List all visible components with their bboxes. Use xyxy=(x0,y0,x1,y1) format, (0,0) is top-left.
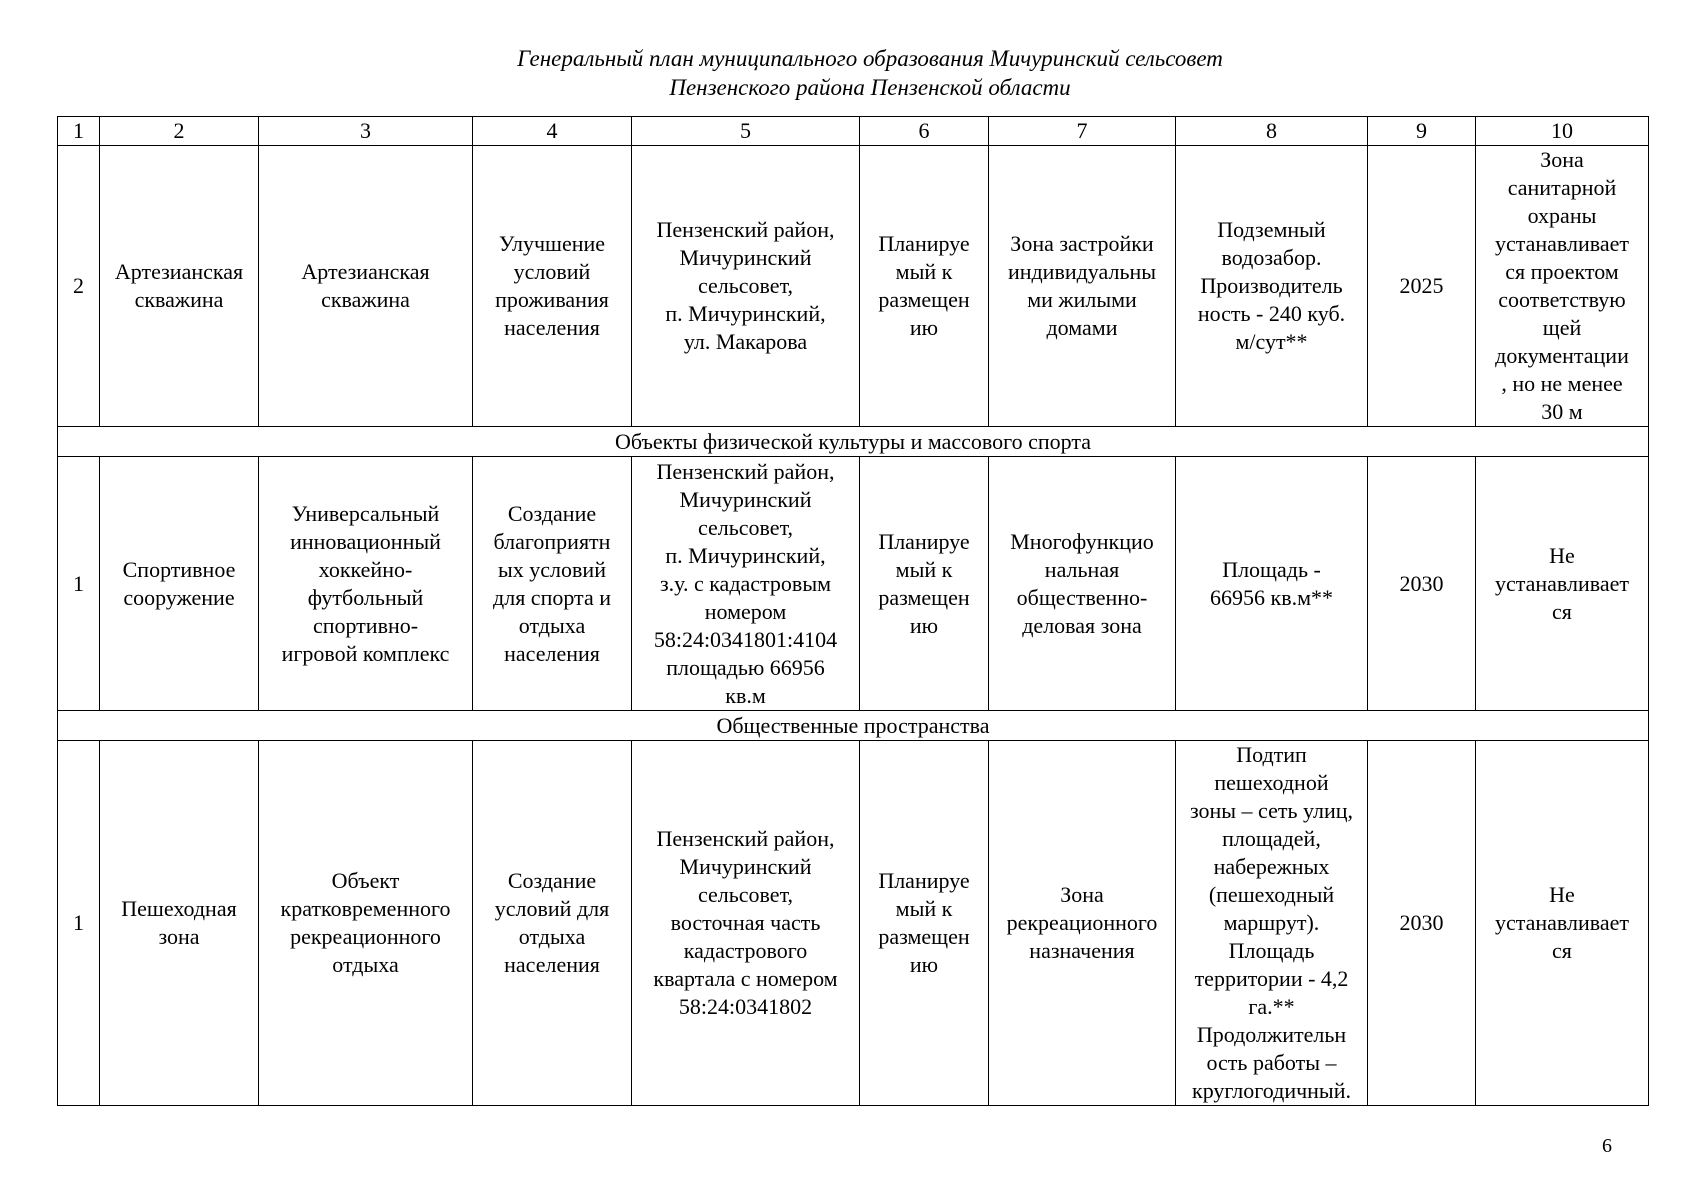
section-title: Общественные пространства xyxy=(58,711,1649,741)
functional-zone: Зона рекреационного назначения xyxy=(989,741,1176,1106)
protection-zone: Не устанавливает ся xyxy=(1476,741,1649,1106)
implementation-year: 2030 xyxy=(1368,741,1476,1106)
object-purpose: Улучшение условий проживания населения xyxy=(473,146,632,427)
document-header xyxy=(0,44,1697,102)
section-header-public-spaces xyxy=(58,711,1649,741)
column-number: 1 xyxy=(58,117,100,146)
object-characteristics: Подземный водозабор. Производитель ность - 240 куб. м/сут** xyxy=(1176,146,1368,427)
object-type: Артезианская скважина xyxy=(100,146,259,427)
object-name: Универсальный инновационный хоккейно- футбольный спортивно- игровой комплекс xyxy=(259,457,473,711)
column-number: 7 xyxy=(989,117,1176,146)
object-status: Планируе мый к размещен ию xyxy=(860,146,989,427)
section-header-sport xyxy=(58,427,1649,457)
object-status: Планируе мый к размещен ию xyxy=(860,457,989,711)
object-location: Пензенский район, Мичуринский сельсовет, восточная часть кадастрового квартала с номером 58:24:0341802 xyxy=(632,741,860,1106)
object-type: Спортивное сооружение xyxy=(100,457,259,711)
object-characteristics: Подтип пешеходной зоны – сеть улиц, площадей, набережных (пешеходный маршрут). Площадь территории - 4,2 га.** Продолжительн ость работы – круглогодичный. xyxy=(1176,741,1368,1106)
implementation-year: 2025 xyxy=(1368,146,1476,427)
table-row-artesian-well xyxy=(58,146,1649,427)
column-number: 9 xyxy=(1368,117,1476,146)
object-location: Пензенский район, Мичуринский сельсовет, п. Мичуринский, з.у. с кадастровым номером 58:24:0341801:4104 площадью 66956 кв.м xyxy=(632,457,860,711)
table-row-pedestrian-zone xyxy=(58,741,1649,1106)
row-number: 2 xyxy=(58,146,100,427)
column-number: 6 xyxy=(860,117,989,146)
column-number: 4 xyxy=(473,117,632,146)
protection-zone: Зона санитарной охраны устанавливает ся проектом соответствую щей документации , но не менее 30 м xyxy=(1476,146,1649,427)
header-line-1: Генеральный план муниципального образования Мичуринский сельсовет xyxy=(517,46,1223,71)
object-location: Пензенский район, Мичуринский сельсовет, п. Мичуринский, ул. Макарова xyxy=(632,146,860,427)
functional-zone: Зона застройки индивидуальны ми жилыми домами xyxy=(989,146,1176,427)
column-number: 2 xyxy=(100,117,259,146)
column-number-row xyxy=(58,117,1649,146)
object-name: Артезианская скважина xyxy=(259,146,473,427)
object-type: Пешеходная зона xyxy=(100,741,259,1106)
row-number: 1 xyxy=(58,741,100,1106)
object-purpose: Создание благоприятн ых условий для спорта и отдыха населения xyxy=(473,457,632,711)
row-number: 1 xyxy=(58,457,100,711)
object-status: Планируе мый к размещен ию xyxy=(860,741,989,1106)
implementation-year: 2030 xyxy=(1368,457,1476,711)
column-number: 8 xyxy=(1176,117,1368,146)
section-title: Объекты физической культуры и массового спорта xyxy=(58,427,1649,457)
object-name: Объект кратковременного рекреационного отдыха xyxy=(259,741,473,1106)
page-number: 6 xyxy=(1602,1135,1612,1157)
object-purpose: Создание условий для отдыха населения xyxy=(473,741,632,1106)
column-number: 5 xyxy=(632,117,860,146)
objects-table xyxy=(57,116,1649,1106)
header-line-2: Пензенского района Пензенской области xyxy=(669,75,1071,100)
column-number: 3 xyxy=(259,117,473,146)
object-characteristics: Площадь - 66956 кв.м** xyxy=(1176,457,1368,711)
column-number: 10 xyxy=(1476,117,1649,146)
functional-zone: Многофункцио нальная общественно- деловая зона xyxy=(989,457,1176,711)
table-row-sport-facility xyxy=(58,457,1649,711)
protection-zone: Не устанавливает ся xyxy=(1476,457,1649,711)
